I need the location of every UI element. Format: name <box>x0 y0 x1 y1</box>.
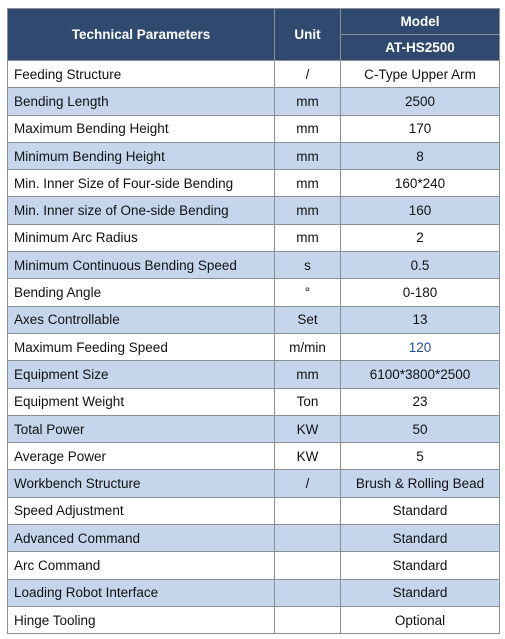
unit-cell: / <box>275 61 341 88</box>
header-unit: Unit <box>275 9 341 61</box>
param-name-cell: Average Power <box>8 443 275 470</box>
value-cell: 23 <box>341 388 500 415</box>
param-name-cell: Maximum Bending Height <box>8 115 275 142</box>
unit-cell: mm <box>275 197 341 224</box>
table-row <box>8 170 500 197</box>
value-cell: 2 <box>341 224 500 251</box>
unit-cell: mm <box>275 142 341 169</box>
table-row <box>8 497 500 524</box>
unit-cell: mm <box>275 88 341 115</box>
technical-parameters-table <box>7 8 500 634</box>
header-model-name: AT-HS2500 <box>341 35 500 61</box>
value-cell: 0-180 <box>341 279 500 306</box>
value-cell: 160*240 <box>341 170 500 197</box>
param-name-cell: Min. Inner Size of Four-side Bending <box>8 170 275 197</box>
unit-cell: mm <box>275 170 341 197</box>
value-cell: Optional <box>341 606 500 633</box>
table-row <box>8 88 500 115</box>
unit-cell: s <box>275 252 341 279</box>
unit-cell: mm <box>275 115 341 142</box>
value-cell: 0.5 <box>341 252 500 279</box>
table-header <box>8 9 500 61</box>
param-name-cell: Bending Length <box>8 88 275 115</box>
unit-cell: ° <box>275 279 341 306</box>
unit-cell: mm <box>275 224 341 251</box>
table-row <box>8 306 500 333</box>
table-body <box>8 61 500 634</box>
table-row <box>8 552 500 579</box>
table-row <box>8 115 500 142</box>
table-row <box>8 224 500 251</box>
param-name-cell: Minimum Continuous Bending Speed <box>8 252 275 279</box>
value-cell: 170 <box>341 115 500 142</box>
param-name-cell: Minimum Bending Height <box>8 142 275 169</box>
param-name-cell: Min. Inner size of One-side Bending <box>8 197 275 224</box>
value-cell: 160 <box>341 197 500 224</box>
param-name-cell: Loading Robot Interface <box>8 579 275 606</box>
table-row <box>8 525 500 552</box>
unit-cell <box>275 525 341 552</box>
table-row <box>8 279 500 306</box>
param-name-cell: Hinge Tooling <box>8 606 275 633</box>
table-row <box>8 443 500 470</box>
value-cell: Standard <box>341 497 500 524</box>
param-name-cell: Workbench Structure <box>8 470 275 497</box>
unit-cell: / <box>275 470 341 497</box>
value-cell: Standard <box>341 579 500 606</box>
unit-cell: mm <box>275 361 341 388</box>
value-cell: Brush & Rolling Bead <box>341 470 500 497</box>
table-row <box>8 197 500 224</box>
table-row <box>8 61 500 88</box>
table-row <box>8 333 500 360</box>
value-cell: 13 <box>341 306 500 333</box>
table-row <box>8 606 500 633</box>
param-name-cell: Total Power <box>8 415 275 442</box>
value-cell: Standard <box>341 552 500 579</box>
unit-cell: m/min <box>275 333 341 360</box>
table-row <box>8 388 500 415</box>
unit-cell <box>275 579 341 606</box>
param-name-cell: Equipment Size <box>8 361 275 388</box>
table-row <box>8 470 500 497</box>
param-name-cell: Feeding Structure <box>8 61 275 88</box>
unit-cell: KW <box>275 415 341 442</box>
table-row <box>8 579 500 606</box>
value-cell: 6100*3800*2500 <box>341 361 500 388</box>
value-cell: C-Type Upper Arm <box>341 61 500 88</box>
unit-cell <box>275 552 341 579</box>
unit-cell: KW <box>275 443 341 470</box>
param-name-cell: Speed Adjustment <box>8 497 275 524</box>
param-name-cell: Bending Angle <box>8 279 275 306</box>
header-technical-parameters: Technical Parameters <box>8 9 275 61</box>
unit-cell: Set <box>275 306 341 333</box>
table-row <box>8 361 500 388</box>
table-row <box>8 142 500 169</box>
param-name-cell: Maximum Feeding Speed <box>8 333 275 360</box>
param-name-cell: Arc Command <box>8 552 275 579</box>
value-cell: 50 <box>341 415 500 442</box>
unit-cell <box>275 606 341 633</box>
param-name-cell: Axes Controllable <box>8 306 275 333</box>
param-name-cell: Minimum Arc Radius <box>8 224 275 251</box>
value-cell: Standard <box>341 525 500 552</box>
header-model: Model <box>341 9 500 35</box>
table-row <box>8 415 500 442</box>
unit-cell <box>275 497 341 524</box>
value-cell: 8 <box>341 142 500 169</box>
value-cell: 2500 <box>341 88 500 115</box>
value-cell: 120 <box>341 333 500 360</box>
param-name-cell: Equipment Weight <box>8 388 275 415</box>
value-cell: 5 <box>341 443 500 470</box>
unit-cell: Ton <box>275 388 341 415</box>
table-row <box>8 252 500 279</box>
param-name-cell: Advanced Command <box>8 525 275 552</box>
